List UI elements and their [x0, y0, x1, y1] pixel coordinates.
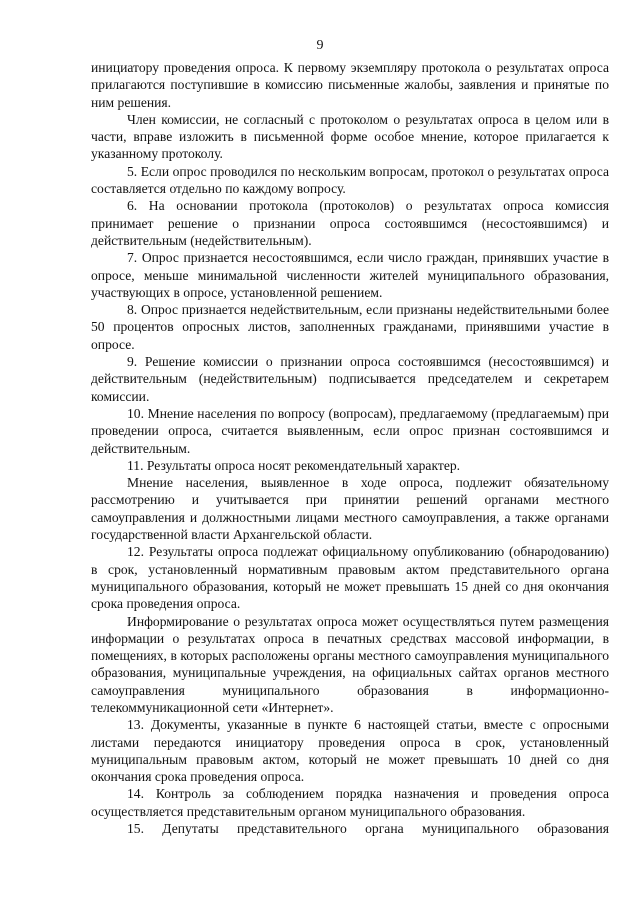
paragraph-item-11: 11. Результаты опроса носят рекомендательный характер. — [127, 457, 461, 473]
paragraph-item-8: 8. Опрос признается недействительным, если признаны недействительными более 50 процентов опросных листов, заполненных гражданами, принявшими участие в опросе. — [91, 302, 609, 352]
paragraph-item-7: 7. Опрос признается несостоявшимся, если число граждан, принявших участие в опросе, меньше минимальной численности жителей муниципального образования, участвующих в опросе, установленной решением. — [91, 250, 609, 300]
paragraph-continuation: инициатору проведения опроса. К первому экземпляру протокола о результатах опроса прилагаются поступившие в комиссию письменные жалобы, заявления и принятые по ним решения. — [91, 60, 609, 110]
paragraph-item-14: 14. Контроль за соблюдением порядка назначения и проведения опроса осуществляется представительным органом муниципального образования. — [91, 786, 609, 819]
paragraph-item-13: 13. Документы, указанные в пункте 6 настоящей статьи, вместе с опросными листами передаются инициатору проведения опроса в срок, установленный муниципальным правовым актом, который не может превышать 10 дней со дня окончания срока проведения опроса. — [91, 717, 609, 785]
paragraph-item-10: 10. Мнение населения по вопросу (вопросам), предлагаемому (предлагаемым) при проведении опроса, считается выявленным, если опрос признан состоявшимся и действительным. — [91, 405, 609, 456]
paragraph-item-9: 9. Решение комиссии о признании опроса состоявшимся (несостоявшимся) и действительным (недействительным) подписывается председателем и секретарем комиссии. — [91, 354, 609, 404]
paragraph-informing: Информирование о результатах опроса может осуществляться путем размещения информации о результатах опроса в печатных средствах массовой информации, в помещениях, в которых расположены органы местного самоуправления муниципального образования, муниципальные учреждения, на официальных сайтах органов местного самоуправления муниципального образования в информационно-телекоммуникационной сети «Интернет». — [91, 613, 609, 715]
paragraph-item-5: 5. Если опрос проводился по нескольким вопросам, протокол о результатах опроса составляется отдельно по каждому вопросу. — [91, 163, 609, 197]
paragraph-public-opinion: Мнение населения, выявленное в ходе опроса, подлежит обязательному рассмотрению и учитывается при принятии решений органами местного самоуправления и должностными лицами местного самоуправления, а также органами государственной власти Архангельской области. — [91, 475, 609, 543]
document-body — [91, 59, 609, 837]
paragraph-dissenting-opinion: Член комиссии, не согласный с протоколом о результатах опроса в целом или в части, вправе изложить в письменной форме особое мнение, которое прилагается к указанному протоколу. — [91, 111, 609, 162]
paragraph-item-12: 12. Результаты опроса подлежат официальному опубликованию (обнародованию) в срок, установленный нормативным правовым актом представительного органа муниципального образования, который не может превышать 15 дней со дня окончания срока проведения опроса. — [91, 544, 609, 612]
page-number: 9 — [316, 38, 324, 53]
paragraph-item-15: 15. Депутаты представительного органа муниципального образования — [127, 821, 609, 837]
paragraph-item-6: 6. На основании протокола (протоколов) о результатах опроса комиссия принимает решение о признании опроса состоявшимся (несостоявшимся) и действительным (недействительным). — [91, 198, 609, 248]
